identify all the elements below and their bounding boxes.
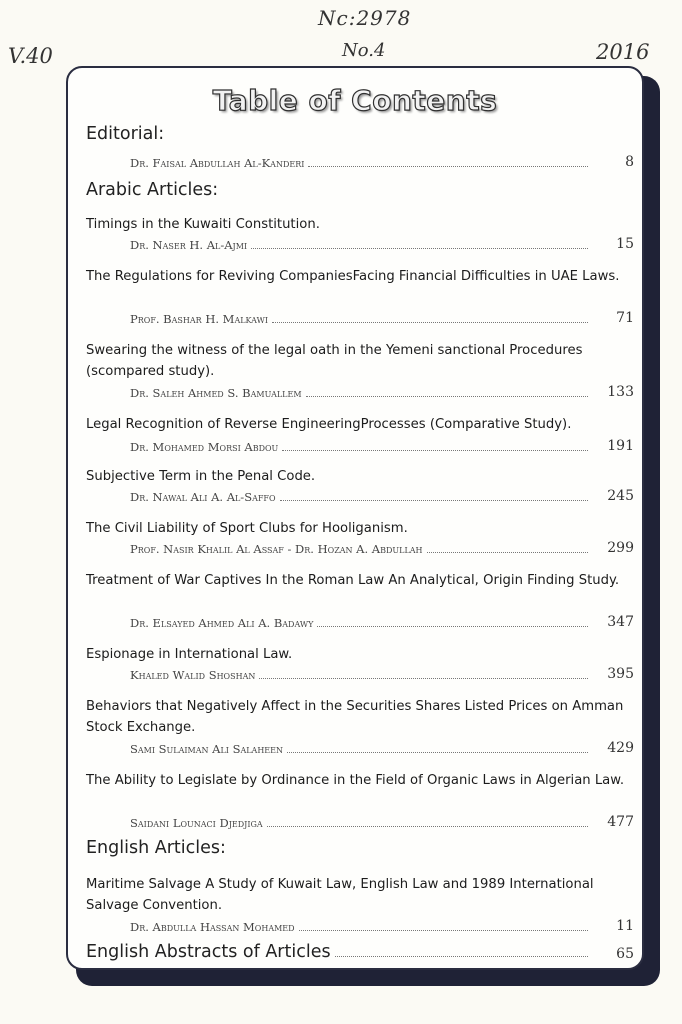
- article-title: Legal Recognition of Reverse EngineeringProcesses (Comparative Study).: [86, 417, 572, 432]
- article-title: The Civil Liability of Sport Clubs for Hooliganism.: [86, 521, 408, 536]
- dot-leader: [306, 395, 588, 397]
- author-name: Dr. Elsayed Ahmed Ali A. Badawy: [130, 616, 314, 630]
- dot-leader: [427, 551, 588, 553]
- article-entry: [86, 236, 634, 252]
- section-heading-arabic: Arabic Articles:: [86, 180, 219, 200]
- page-number: 11: [616, 918, 634, 934]
- author-name: Dr. Naser H. Al-Ajmi: [130, 238, 248, 252]
- contents-panel: [66, 66, 644, 970]
- dot-leader: [267, 825, 588, 827]
- author-name: Prof. Bashar H. Malkawi: [130, 312, 269, 326]
- article-entry: [86, 438, 634, 454]
- dot-leader: [299, 929, 588, 931]
- article-title: Maritime Salvage A Study of Kuwait Law, English Law and 1989 International Salvage Convention.: [86, 877, 594, 913]
- dot-leader: [259, 677, 588, 679]
- page-number: 8: [625, 154, 634, 170]
- dot-leader: [335, 955, 588, 957]
- author-name: Dr. Abdulla Hassan Mohamed: [130, 920, 295, 934]
- handwritten-reference: Nc:2978: [318, 6, 412, 30]
- author-name: Dr. Nawal Ali A. Al-Saffo: [130, 490, 276, 504]
- handwritten-volume: V.40: [8, 44, 53, 68]
- article-entry: [86, 666, 634, 682]
- dot-leader: [280, 499, 588, 501]
- page-number: 133: [607, 384, 634, 400]
- author-name: Sami Sulaiman Ali Salaheen: [130, 742, 283, 756]
- abstracts-entry: [86, 942, 634, 962]
- page-number: 191: [607, 438, 634, 454]
- editorial-entry: [86, 154, 634, 170]
- author-name: Prof. Nasir Khalil Al Assaf - Dr. Hozan A. Abdullah: [130, 542, 423, 556]
- dot-leader: [251, 247, 588, 249]
- page-number: 299: [607, 540, 634, 556]
- dot-leader: [317, 625, 588, 627]
- handwritten-year: 2016: [596, 40, 650, 64]
- author-name: Saidani Lounaci Djedjiga: [130, 816, 263, 830]
- article-entry: [86, 740, 634, 756]
- article-entry: [86, 384, 634, 400]
- article-title: Swearing the witness of the legal oath in the Yemeni sanctional Procedures (scompared study).: [86, 343, 583, 379]
- page-number: 429: [607, 740, 634, 756]
- dot-leader: [272, 321, 588, 323]
- article-title: Treatment of War Captives In the Roman Law An Analytical, Origin Finding Study.: [86, 573, 620, 588]
- article-title: The Ability to Legislate by Ordinance in the Field of Organic Laws in Algerian Law.: [86, 773, 625, 788]
- article-title: Behaviors that Negatively Affect in the Securities Shares Listed Prices on Amman Stock Exchange.: [86, 699, 624, 735]
- page-number: 395: [607, 666, 634, 682]
- dot-leader: [282, 449, 588, 451]
- abstracts-label: English Abstracts of Articles: [86, 942, 331, 962]
- article-entry: [86, 540, 634, 556]
- page-title: Table of Contents: [212, 84, 498, 117]
- author-name: Dr. Mohamed Morsi Abdou: [130, 440, 279, 454]
- handwritten-number: No.4: [342, 40, 386, 61]
- article-title: The Regulations for Reviving CompaniesFacing Financial Difficulties in UAE Laws.: [86, 269, 620, 284]
- page-number: 347: [607, 614, 634, 630]
- dot-leader: [287, 751, 588, 753]
- page-number: 15: [616, 236, 634, 252]
- article-title: Timings in the Kuwaiti Constitution.: [86, 217, 320, 232]
- section-heading-editorial: Editorial:: [86, 124, 165, 144]
- author-name: Dr. Saleh Ahmed S. Bamuallem: [130, 386, 302, 400]
- dot-leader: [308, 165, 588, 167]
- article-title: Subjective Term in the Penal Code.: [86, 469, 316, 484]
- section-heading-english: English Articles:: [86, 838, 226, 858]
- page-number: 65: [616, 946, 634, 962]
- author-name: Dr. Faisal Abdullah Al-Kanderi: [130, 156, 305, 170]
- page-number: 245: [607, 488, 634, 504]
- article-title: Espionage in International Law.: [86, 647, 293, 662]
- page-number: 477: [607, 814, 634, 830]
- article-entry: [86, 488, 634, 504]
- page-number: 71: [616, 310, 634, 326]
- article-entry: [86, 814, 634, 830]
- article-entry: [86, 614, 634, 630]
- author-name: Khaled Walid Shoshan: [130, 668, 256, 682]
- article-entry: [86, 310, 634, 326]
- article-entry: [86, 918, 634, 934]
